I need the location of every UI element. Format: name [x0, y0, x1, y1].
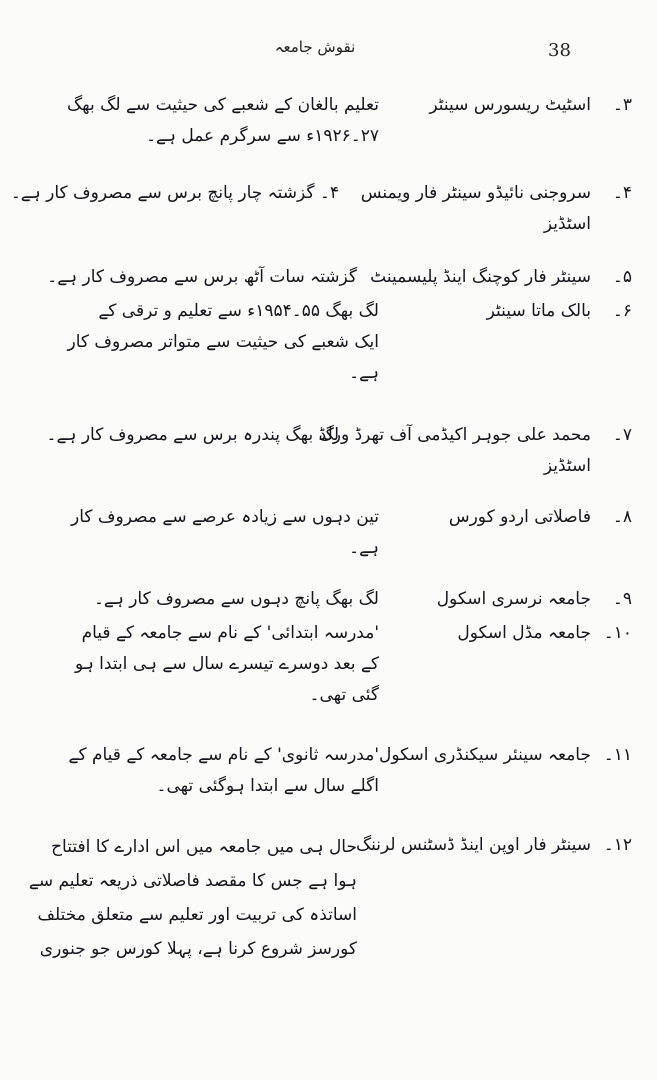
- entry-number: ۶۔: [612, 301, 632, 321]
- entry-description: حال ہی میں جامعہ میں اس ادارے کا افتتاح ہوا ہے جس کا مقصد فاصلاتی ذریعہ تعلیم سے اساتذہ کی تربیت اور تعلیم سے متعلق مختلف کورسز شروع کرنا ہے، پہلا کورس جو جنوری: [28, 837, 357, 959]
- page-number: 38: [548, 40, 571, 61]
- entry-name: سینٹر فار کوچنگ اینڈ پلیسمینٹ: [370, 267, 591, 287]
- entry-name: جامعہ سینئر سیکنڈری اسکول: [378, 745, 591, 765]
- entry-name: جامعہ مڈل اسکول: [457, 623, 591, 643]
- entry-description: لگ بھگ پانچ دہوں سے مصروف کار ہے۔: [93, 589, 379, 609]
- entry-description: لگ بھگ ۵۵۔۱۹۵۴ء سے تعلیم و ترقی کے ایک شعبے کی حیثیت سے متواتر مصروف کار ہے۔: [67, 301, 379, 383]
- entry-number: ۸۔: [612, 507, 632, 527]
- entry-description: گزشتہ سات آٹھ برس سے مصروف کار ہے۔: [47, 267, 357, 287]
- entry-name: اسٹیٹ ریسورس سینٹر: [429, 95, 591, 115]
- entry-name: محمد علی جوہر اکیڈمی آف تھرڈ ورلڈ اسٹڈیز: [318, 425, 591, 476]
- entry-description: 'مدرسہ ثانوی' کے نام سے جامعہ کے قیام کے اگلے سال سے ابتدا ہوگئی تھی۔: [68, 745, 379, 796]
- entry-number: ۵۔: [612, 267, 632, 287]
- entry-name: جامعہ نرسری اسکول: [436, 589, 591, 609]
- entry-name: سروجنی نائیڈو سینٹر فار ویمنس اسٹڈیز: [360, 183, 591, 234]
- entry-number: ۷۔: [612, 425, 632, 445]
- entry-description: لگ بھگ پندرہ برس سے مصروف کار ہے۔: [46, 425, 339, 445]
- entry-number: ۹۔: [612, 589, 632, 609]
- entry-name: فاصلاتی اردو کورس: [448, 507, 591, 527]
- entry-number: ۱۰۔: [603, 623, 632, 643]
- entry-number: ۳۔: [612, 95, 632, 115]
- entry-description: تین دہوں سے زیادہ عرصے سے مصروف کار ہے۔: [71, 507, 379, 558]
- entry-number: ۴۔: [612, 183, 632, 203]
- entry-description: 'مدرسہ ابتدائی' کے نام سے جامعہ کے قیام کے بعد دوسرے تیسرے سال سے ہی ابتدا ہو گئی تھی۔: [75, 623, 379, 705]
- entry-name: بالک ماتا سینٹر: [486, 301, 591, 321]
- entry-description: تعلیم بالغان کے شعبے کی حیثیت سے لگ بھگ ۲۷۔۱۹۲۶ء سے سرگرم عمل ہے۔: [66, 95, 379, 146]
- entry-number: ۱۱۔: [603, 745, 632, 765]
- entry-name: سینٹر فار اوپن اینڈ ڈسٹنس لرننگ: [355, 835, 591, 855]
- entry-number: ۱۲۔: [603, 835, 632, 855]
- running-head: نقوش جامعہ: [274, 38, 356, 56]
- entry-description: ۴۔ گزشتہ چار پانچ برس سے مصروف کار ہے۔: [10, 183, 339, 203]
